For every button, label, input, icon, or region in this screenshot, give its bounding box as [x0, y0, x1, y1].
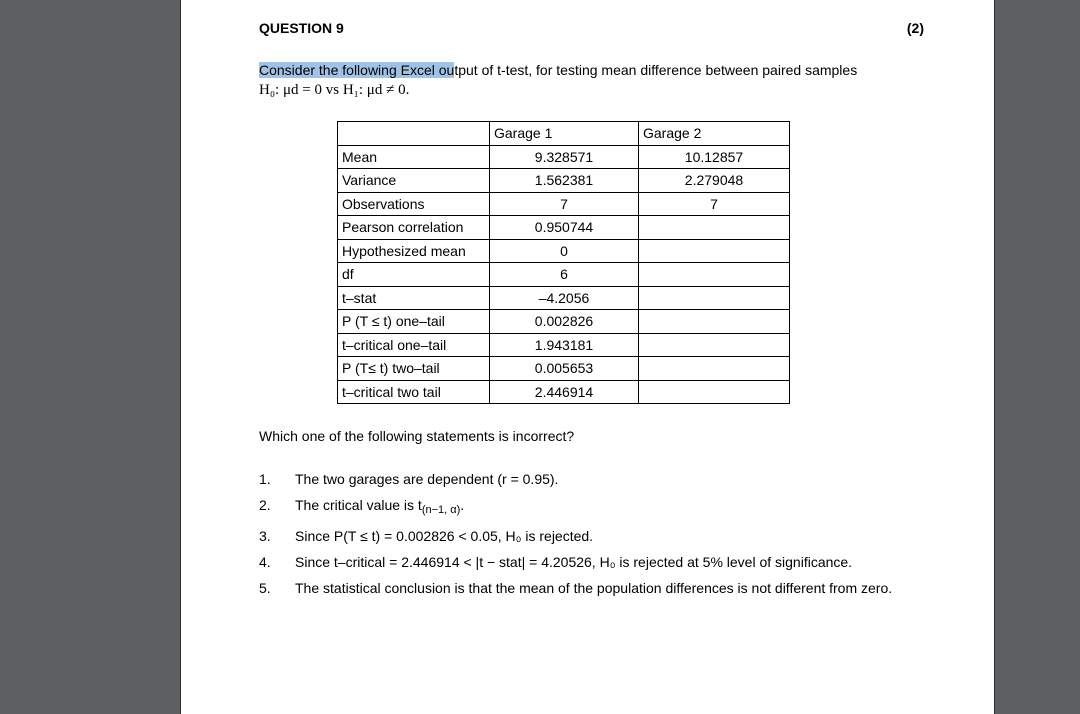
table-row: [338, 145, 790, 169]
options-list: [259, 466, 919, 601]
table-header-cell: Garage 1: [490, 122, 639, 146]
row-label: t–critical one–tail: [338, 333, 490, 357]
option-item: [259, 492, 919, 523]
table-cell: 9.328571: [490, 145, 639, 169]
table-cell: [639, 310, 790, 334]
option-number: 4.: [259, 554, 271, 570]
question-title: QUESTION 9: [259, 20, 344, 36]
table-cell: [639, 286, 790, 310]
table-cell: 7: [490, 192, 639, 216]
table-cell: 6: [490, 263, 639, 287]
table-cell: [639, 216, 790, 240]
option-subscript: (n−1, α): [421, 504, 461, 516]
option-text: The two garages are dependent (r = 0.95).: [295, 471, 559, 487]
table-row: [338, 192, 790, 216]
option-number: 5.: [259, 580, 271, 596]
table-row: [338, 216, 790, 240]
table-cell: 0.005653: [490, 357, 639, 381]
excel-output-table: [337, 121, 790, 404]
question-intro: [259, 61, 924, 79]
table-cell: 1.562381: [490, 169, 639, 193]
option-number: 1.: [259, 471, 271, 487]
table-header-cell: Garage 2: [639, 122, 790, 146]
table-cell: 7: [639, 192, 790, 216]
row-label: P (T ≤ t) one–tail: [338, 310, 490, 334]
selected-text-highlight[interactable]: Consider the following Excel ou: [259, 62, 455, 78]
table-row: [338, 169, 790, 193]
option-item: [259, 466, 919, 492]
row-label: t–stat: [338, 286, 490, 310]
table-cell: [639, 263, 790, 287]
row-label: P (T≤ t) two–tail: [338, 357, 490, 381]
table-header-row: [338, 122, 790, 146]
option-item: [259, 523, 919, 549]
table-cell: 0: [490, 239, 639, 263]
table-header-cell: [338, 122, 490, 146]
question-prompt: Which one of the following statements is incorrect?: [259, 428, 575, 444]
option-number: 2.: [259, 497, 271, 513]
question-marks: (2): [906, 20, 924, 36]
intro-text: tput of t-test, for testing mean difference between paired samples: [454, 62, 858, 78]
option-text: Since t–critical = 2.446914 < |t − stat| = 4.20526, H₀ is rejected at 5% level of significance.: [295, 554, 853, 570]
table-cell: 0.002826: [490, 310, 639, 334]
table-cell: 2.446914: [490, 380, 639, 404]
table-cell: 2.279048: [639, 169, 790, 193]
row-label: Mean: [338, 145, 490, 169]
row-label: t–critical two tail: [338, 380, 490, 404]
table-cell: [639, 239, 790, 263]
table-row: [338, 310, 790, 334]
row-label: Observations: [338, 192, 490, 216]
option-text: The statistical conclusion is that the mean of the population differences is not different from zero.: [295, 580, 893, 596]
table-cell: 10.12857: [639, 145, 790, 169]
row-label: Hypothesized mean: [338, 239, 490, 263]
row-label: df: [338, 263, 490, 287]
row-label: Pearson correlation: [338, 216, 490, 240]
table-row: [338, 357, 790, 381]
table-row: [338, 333, 790, 357]
option-item: [259, 575, 919, 601]
table-cell: –4.2056: [490, 286, 639, 310]
hypothesis-statement: H₀: μd = 0 vs H₁: μd ≠ 0.: [259, 82, 410, 98]
table-row: [338, 263, 790, 287]
table-row: [338, 286, 790, 310]
option-suffix: .: [460, 497, 465, 513]
table-cell: [639, 357, 790, 381]
table-cell: 0.950744: [490, 216, 639, 240]
option-number: 3.: [259, 528, 271, 544]
table-cell: 1.943181: [490, 333, 639, 357]
document-page: [180, 0, 995, 714]
option-text: Since P(T ≤ t) = 0.002826 < 0.05, H₀ is rejected.: [295, 528, 594, 544]
option-item: [259, 549, 919, 575]
option-text: The critical value is t: [295, 497, 422, 513]
table-cell: [639, 333, 790, 357]
table-row: [338, 239, 790, 263]
table-row: [338, 380, 790, 404]
row-label: Variance: [338, 169, 490, 193]
table-cell: [639, 380, 790, 404]
